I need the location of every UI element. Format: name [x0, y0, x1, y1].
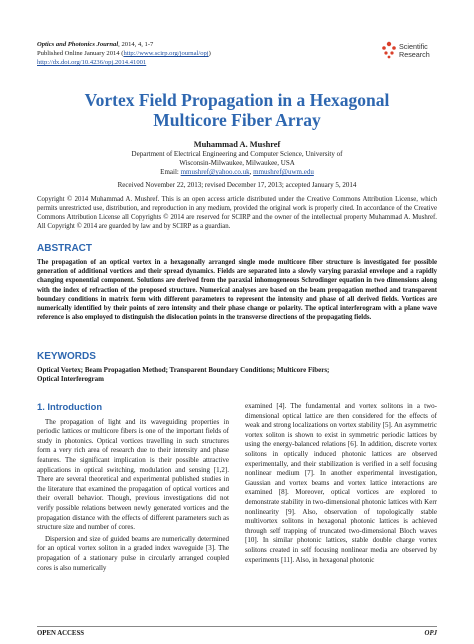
author-email: [0, 168, 474, 177]
logo-line-2: Research: [399, 50, 430, 59]
email-link-2[interactable]: mmushref@uwm.edu: [253, 168, 314, 177]
affiliation-line-2: Wisconsin-Milwaukee, Milwaukee, USA: [179, 159, 295, 168]
keywords-text: [37, 366, 437, 385]
intro-paragraph-right: examined [4]. The fundamental and vortex solitons in a two-dimensional optical lattice are then considered for the effects of weak and strong localizations on vortex stability [5]. An asymmetric vortex soliton is shown to exist in symmetric periodic lattices by using the energy-balanced relations [6]. In addition, discrete vortex solitons in optically induced photonic lattices are observed experimentally, and their stabilization is verified in a self focusing nonlinear medium [7]. In another experimental investigation, Gaussian and vortex beams and vortex lattice interactions are examined [8]. Moreover, optical vortices are explored to demonstrate stability in two-dimensional photonic lattices with Kerr nonlinearity [9]. Also, observation of topologically stable multivortex solitons in hexagonal photonic lattices is achieved through self trapping of truncated two-dimensional Bloch waves [10]. In similar photonic lattices, stable double charge vortex solitons created in self focusing nonlinear media are observed by experiments [11]. Also, in hexagonal photonic: [245, 402, 437, 564]
affiliation-line-1: Department of Electrical Engineering and Computer Science, University of: [131, 150, 343, 158]
title-line-1: Vortex Field Propagation in a Hexagonal: [84, 90, 390, 110]
intro-paragraph-2: Dispersion and size of guided beams are numerically determined for an optical vortex soliton in a graded index waveguide [3]. The propagation of a stationary pulse in circularly arranged coupled cores is also numerically: [37, 534, 229, 572]
paper-title: [0, 90, 474, 130]
published-suffix: ): [208, 50, 211, 57]
email-separator: ,: [249, 168, 254, 177]
intro-paragraph-1: The propagation of light and its waveguiding properties in periodic lattices or multicore fibers is one of the important fields of study in photonics. Optical vortices travelling in such structures form a very rich area of research due to their intensity and phase features. The significant implication is their possible attractive applications in optical switching, modulation and sensing [1,2]. There are several theoretical and experimental published studies in the literature that examined the propagation of optical vortices and their overall behavior. Though, previous investigations did not verify possible relations between newly generated vortices and the propagation distance with the effects of different parameters such as structure size and number of cores.: [37, 417, 229, 532]
doi-link[interactable]: http://dx.doi.org/10.4236/opj.2014.41001: [37, 59, 147, 66]
keywords-line-2: Optical Interferogram: [37, 375, 104, 384]
volume-info: , 2014, 4, 1-7: [118, 41, 154, 48]
introduction-heading: 1. Introduction: [37, 401, 103, 412]
journal-name: Optics and Photonics Journal: [37, 41, 119, 48]
publisher-logo: [380, 40, 450, 66]
email-label: Email:: [160, 168, 181, 177]
author-affiliation: [0, 150, 474, 178]
right-column: [245, 402, 437, 567]
author-name: Muhammad A. Mushref: [193, 140, 281, 149]
keywords-heading: KEYWORDS: [37, 351, 96, 362]
footer-divider: [37, 626, 437, 627]
copyright-notice: Copyright © 2014 Muhammad A. Mushref. This is an open access article distributed under the Creative Commons Attribution License, which permits unrestricted use, distribution, and reproduction in any medium, provided the original work is properly cited. In accordance of the Creative Commons Attribution License all Copyrights © 2014 are reserved for SCIRP and the owner of the intellectual property Muhammad A. Mushref. All Copyright © 2014 are guarded by law and by SCIRP as a guardian.: [37, 196, 437, 231]
email-link-1[interactable]: mmushref@yahoo.co.uk: [180, 168, 250, 177]
received-dates: Received November 22, 2013; revised December 17, 2013; accepted January 5, 2014: [117, 181, 357, 189]
journal-header: [37, 40, 337, 67]
title-line-2: Multicore Fiber Array: [153, 110, 321, 130]
keywords-line-1: Optical Vortex; Beam Propagation Method; Transparent Boundary Conditions; Multicore Fibers;: [37, 366, 330, 374]
logo-line-1: Scientific: [399, 42, 428, 51]
abstract-heading: ABSTRACT: [37, 243, 92, 254]
left-column: [37, 402, 229, 575]
scirp-logo-icon: [380, 40, 398, 60]
abstract-text: The propagation of an optical vortex in a hexagonally arranged single mode multicore fiber structure is investigated for possible generation of additional vortices and their spread dynamics. Fields are separated into a slowly varying paraxial envelope and a rapidly changing exponential component. Solutions are derived from the paraxial inhomogeneous Schrodinger equation in two dimensions along with the index of refraction of the proposed structure. Numerical analyses are based on the beam propagation method and transparent boundary conditions in matrix form with different parameters to represent the intensity and phase of all derived fields. Vortices are numerically identified by their points of zero intensity and their phase change or polarity. The optical interferogram with a plane wave reference is also employed to distinguish the dislocation points in the transverse directions of the propagating fields.: [37, 259, 437, 322]
published-prefix: Published Online January 2014 (: [37, 50, 124, 57]
footer-journal-abbrev: OPJ: [424, 630, 437, 637]
journal-url-link[interactable]: http://www.scirp.org/journal/opj: [123, 50, 209, 57]
footer-open-access: OPEN ACCESS: [37, 630, 85, 637]
